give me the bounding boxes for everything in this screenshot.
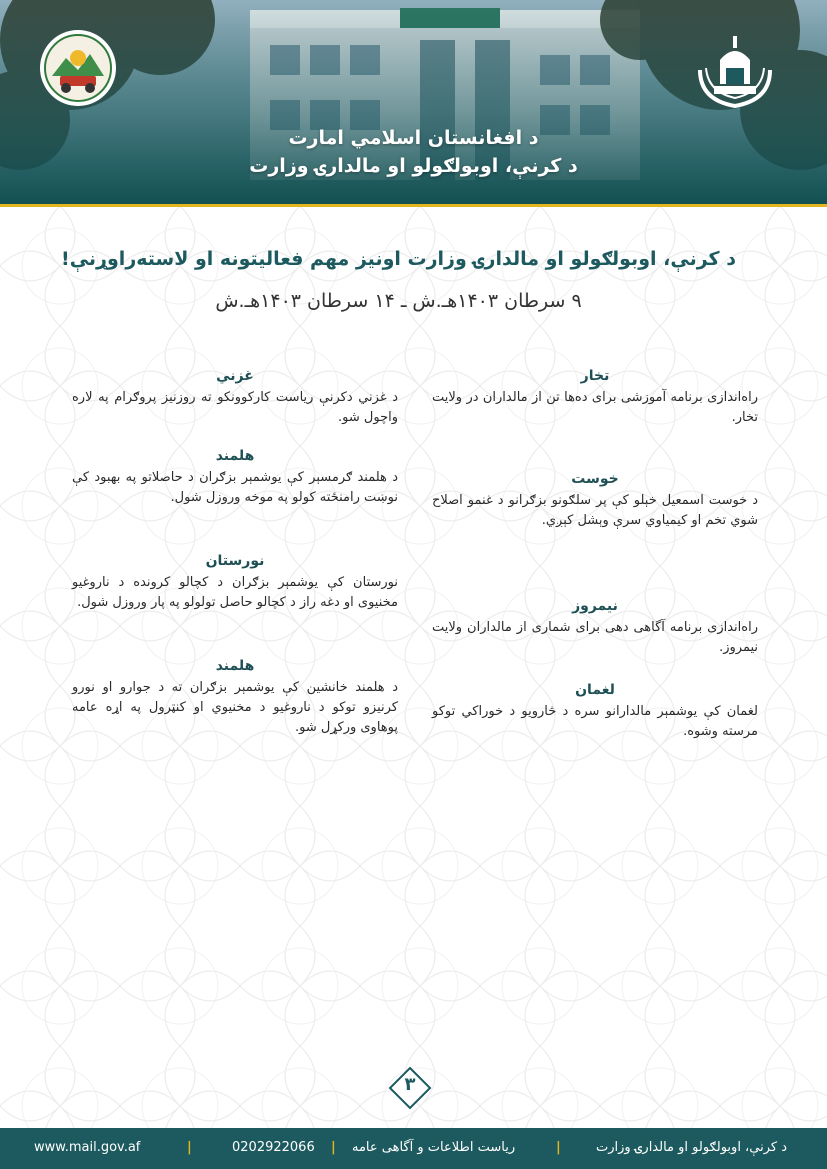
page-title: د کرنې، اوبولګولو او مالدارۍ وزارت اونیز مهم فعالیتونه او لاسته‌راوړنې! xyxy=(61,248,736,270)
entry-takhar xyxy=(432,366,758,428)
entry-nimroz xyxy=(432,596,758,658)
header-banner xyxy=(0,0,827,204)
entry-khost xyxy=(432,469,758,531)
footer-ministry: د کرنې، اوبولګولو او مالدارۍ وزارت xyxy=(595,1140,787,1155)
footer-separator: | xyxy=(556,1140,561,1155)
entry-helmand-nad-ali xyxy=(72,656,398,738)
entry-nuristan xyxy=(72,551,398,613)
entry-title: نورستان xyxy=(205,553,265,569)
header-title-line2: د کرنې، اوبولګولو او مالدارۍ وزارت xyxy=(249,155,578,177)
header-gold-divider xyxy=(0,204,827,207)
ministry-seal-logo xyxy=(38,28,118,108)
entry-helmand-garmser xyxy=(72,446,398,508)
page-number: ۳ xyxy=(404,1074,416,1095)
footer-phone: 0202922066 xyxy=(232,1140,315,1155)
footer-directorate: ریاست اطلاعات و آگاهی عامه xyxy=(352,1140,516,1155)
footer-separator: | xyxy=(187,1140,192,1155)
entry-text: لغمان کې یوشمېر مالدارانو سره د څارویو د خوراکي توکو مرسته وشوه. xyxy=(432,704,758,739)
entry-title: غزني xyxy=(216,368,254,384)
footer-bar xyxy=(0,1128,827,1169)
entry-text: د هلمند ګرمسېر کې یوشمېر بزګران د حاصلاتو په بهبود کې نوښت رامنځته کولو په موخه وروزل شول. xyxy=(72,470,398,505)
header-title xyxy=(0,124,827,180)
emirate-emblem xyxy=(690,30,780,112)
entry-title: خوست xyxy=(571,471,619,487)
entry-ghazni xyxy=(72,366,398,428)
entry-title: هلمند xyxy=(215,658,255,674)
entry-text: د غزني دکرنې ریاست کارکوونکو ته روزنیز پروګرام په لاره واچول شو. xyxy=(72,390,398,425)
entry-title: هلمند xyxy=(215,448,255,464)
footer-separator: | xyxy=(331,1140,336,1155)
entry-text: د خوست اسمعیل خېلو کې پر سلګونو بزګرانو د غنمو اصلاح شوي تخم او کیمیاوي سرې وېشل کېږي. xyxy=(432,493,758,528)
entry-title: لغمان xyxy=(575,682,615,698)
header-title-line1: د افغانستان اسلامي امارت xyxy=(288,127,539,149)
entry-text: راه‌اندازی برنامه آگاهی دهی برای شماری از مالداران ولایت نیمروز. xyxy=(432,620,758,655)
footer-website-link[interactable]: www.mail.gov.af xyxy=(34,1140,141,1155)
entry-laghman xyxy=(432,680,758,742)
date-range: ۹ سرطان ۱۴۰۳هـ.ش ـ ۱۴ سرطان ۱۴۰۳هـ.ش xyxy=(215,290,582,312)
entry-text: نورستان کې یوشمېر بزګران د کچالو کرونده د ناروغیو مخنیوی او دغه راز د کچالو حاصل تولولو په پار وروزل شول. xyxy=(72,575,398,610)
entry-text: راه‌اندازی برنامه آموزشی برای ده‌ها تن از مالداران در ولایت تخار. xyxy=(432,390,758,425)
entry-text: د هلمند خانشین کې یوشمېر بزګران ته د جوارو او نورو کرنیزو توکو د ناروغیو د مخنیوي او کنټرول په اړه عامه پوهاوی ورکړل شو. xyxy=(72,680,398,735)
entry-title: نیمروز xyxy=(572,598,618,614)
entry-title: تخار xyxy=(580,368,610,384)
